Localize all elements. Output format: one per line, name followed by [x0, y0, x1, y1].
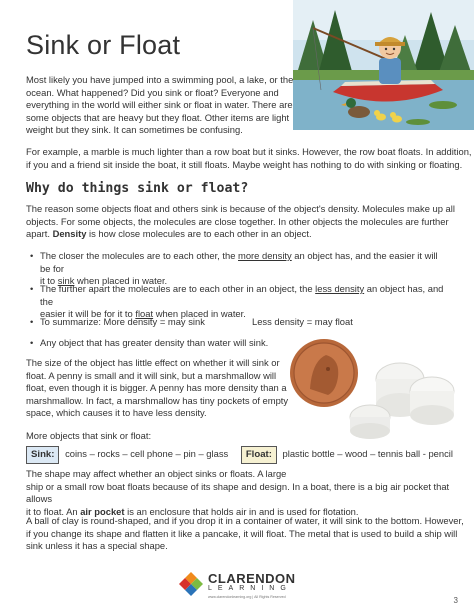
density-line: The reason some objects float and others sink is because of the object's density. Molecules make up all — [26, 203, 455, 214]
bullet-dot: • — [30, 316, 34, 327]
bullet-text-part: when placed in water. — [153, 308, 246, 320]
clarendon-logo-icon — [178, 571, 204, 597]
penny-marshmallow-illustration — [282, 333, 468, 441]
intro-line: everything in the world will either sink or float in water. There are — [26, 99, 293, 111]
intro-line: ocean. What happened? Did you sink or float? Everyone and — [26, 86, 279, 98]
clay-line: sink unless it has a special shape. — [26, 540, 168, 552]
shape-text: is an enclosure that holds air in and is used for flotation. — [124, 505, 359, 517]
bullet-text-part: easier it will be for it to — [40, 308, 136, 320]
intro-line: Most likely you have jumped into a swimming pool, a lake, or the — [26, 74, 294, 85]
boy-fishing-illustration — [293, 0, 474, 130]
page-title: Sink or Float — [26, 30, 181, 60]
marshmallow-illustration — [350, 363, 454, 439]
bullet-greater-density — [30, 337, 290, 350]
clay-line: A ball of clay is round-shaped, and if you drop it in a container of water, it will sink to the bottom. However, — [26, 515, 464, 526]
bullet-dot: • — [30, 250, 34, 261]
density-term: Density — [52, 228, 87, 240]
intro-paragraph — [26, 74, 293, 137]
clarendon-logo — [178, 569, 308, 605]
bullet-dot: • — [30, 337, 34, 348]
bullet-dot: • — [30, 283, 34, 294]
page-number: 3 — [453, 596, 458, 605]
sink-tag: Sink: — [26, 446, 59, 464]
sink-float-examples — [26, 446, 453, 464]
clay-paragraph — [26, 515, 464, 553]
bullet-less-density — [30, 283, 450, 320]
size-line: The size of the object has little effect on whether it will sink or — [26, 357, 280, 368]
bullet-summary — [30, 316, 360, 329]
intro-line: weight but they sink. It can sometimes be confusing. — [26, 124, 243, 136]
density-line: objects. For some objects, the molecules are close together. In other objects the molecules are further — [26, 215, 449, 227]
penny-illustration — [290, 339, 358, 407]
summary-more: To summarize: More density = may sink — [40, 316, 205, 327]
example-line: For example, a marble is much lighter than a row boat but it sinks. However, the row boat floats. In addition, — [26, 146, 472, 157]
sink-items: coins – rocks – cell phone – pin – glass — [65, 448, 229, 459]
brand-small-text: www.clarendonlearning.org | All Rights Reserved — [208, 595, 286, 599]
section-heading: Why do things sink or float? — [26, 181, 249, 196]
underlined-term: sink — [57, 275, 75, 287]
bullet-text-part: when placed in water. — [74, 275, 168, 287]
underlined-term: more density — [238, 250, 292, 261]
underlined-term: less density — [315, 283, 365, 294]
brand-sub: LEARNING — [208, 585, 292, 592]
bullet-text-part: The further apart the molecules are to each other in an object, the — [40, 283, 316, 294]
shape-line: ship or a small row boat floats because of its shape and design. In a boat, there is a big air pocket that allows — [26, 480, 450, 505]
bullet-more-density — [30, 250, 450, 287]
float-tag: Float: — [241, 446, 277, 464]
bullet-text-part: an object has, and the — [40, 283, 444, 307]
size-line: marshmallow. In fact, a marshmallow has tiny pockets of empty — [26, 394, 289, 406]
air-pocket-term: air pocket — [80, 505, 125, 517]
intro-line: some objects that are heavy but they float. Other items are light — [26, 111, 290, 123]
summary-less: Less density = may float — [252, 316, 353, 327]
shape-text: it to float. An — [26, 505, 81, 517]
brand-name: CLARENDON — [208, 571, 296, 586]
bullet-text: Any object that has greater density than water will sink. — [40, 337, 269, 348]
size-paragraph — [26, 357, 288, 420]
underlined-term: float — [135, 308, 154, 320]
example-line: if you and a friend sit inside the boat, it still floats. Maybe weight has nothing to do with sinking or floating. — [26, 158, 463, 170]
size-line: space, which causes it to have less density. — [26, 407, 207, 419]
size-line: float, even though it is bigger. A penny has more density than a — [26, 382, 287, 394]
bullet-text-part: The closer the molecules are to each other, the — [40, 250, 239, 261]
more-objects-label: More objects that sink or float: — [26, 430, 152, 441]
shape-paragraph — [26, 468, 474, 518]
size-line: float. A penny is small and it will sink, but a marshmallow will — [26, 369, 277, 381]
density-text: apart. — [26, 228, 53, 240]
density-paragraph — [26, 203, 455, 241]
clay-line: if you change its shape and flatten it like a pancake, it will float. The metal that is used to build a ship will — [26, 527, 458, 539]
shape-line: The shape may affect whether an object sinks or floats. A large — [26, 468, 287, 479]
density-text: is how close molecules are to each other in an object. — [86, 228, 312, 240]
density-line — [26, 228, 455, 241]
float-items: plastic bottle – wood – tennis ball - pencil — [282, 448, 453, 459]
example-paragraph — [26, 146, 472, 171]
bullet-text-part: an object has, and the easier it will be for — [40, 250, 438, 274]
bullet-text-part: it to — [40, 275, 58, 287]
